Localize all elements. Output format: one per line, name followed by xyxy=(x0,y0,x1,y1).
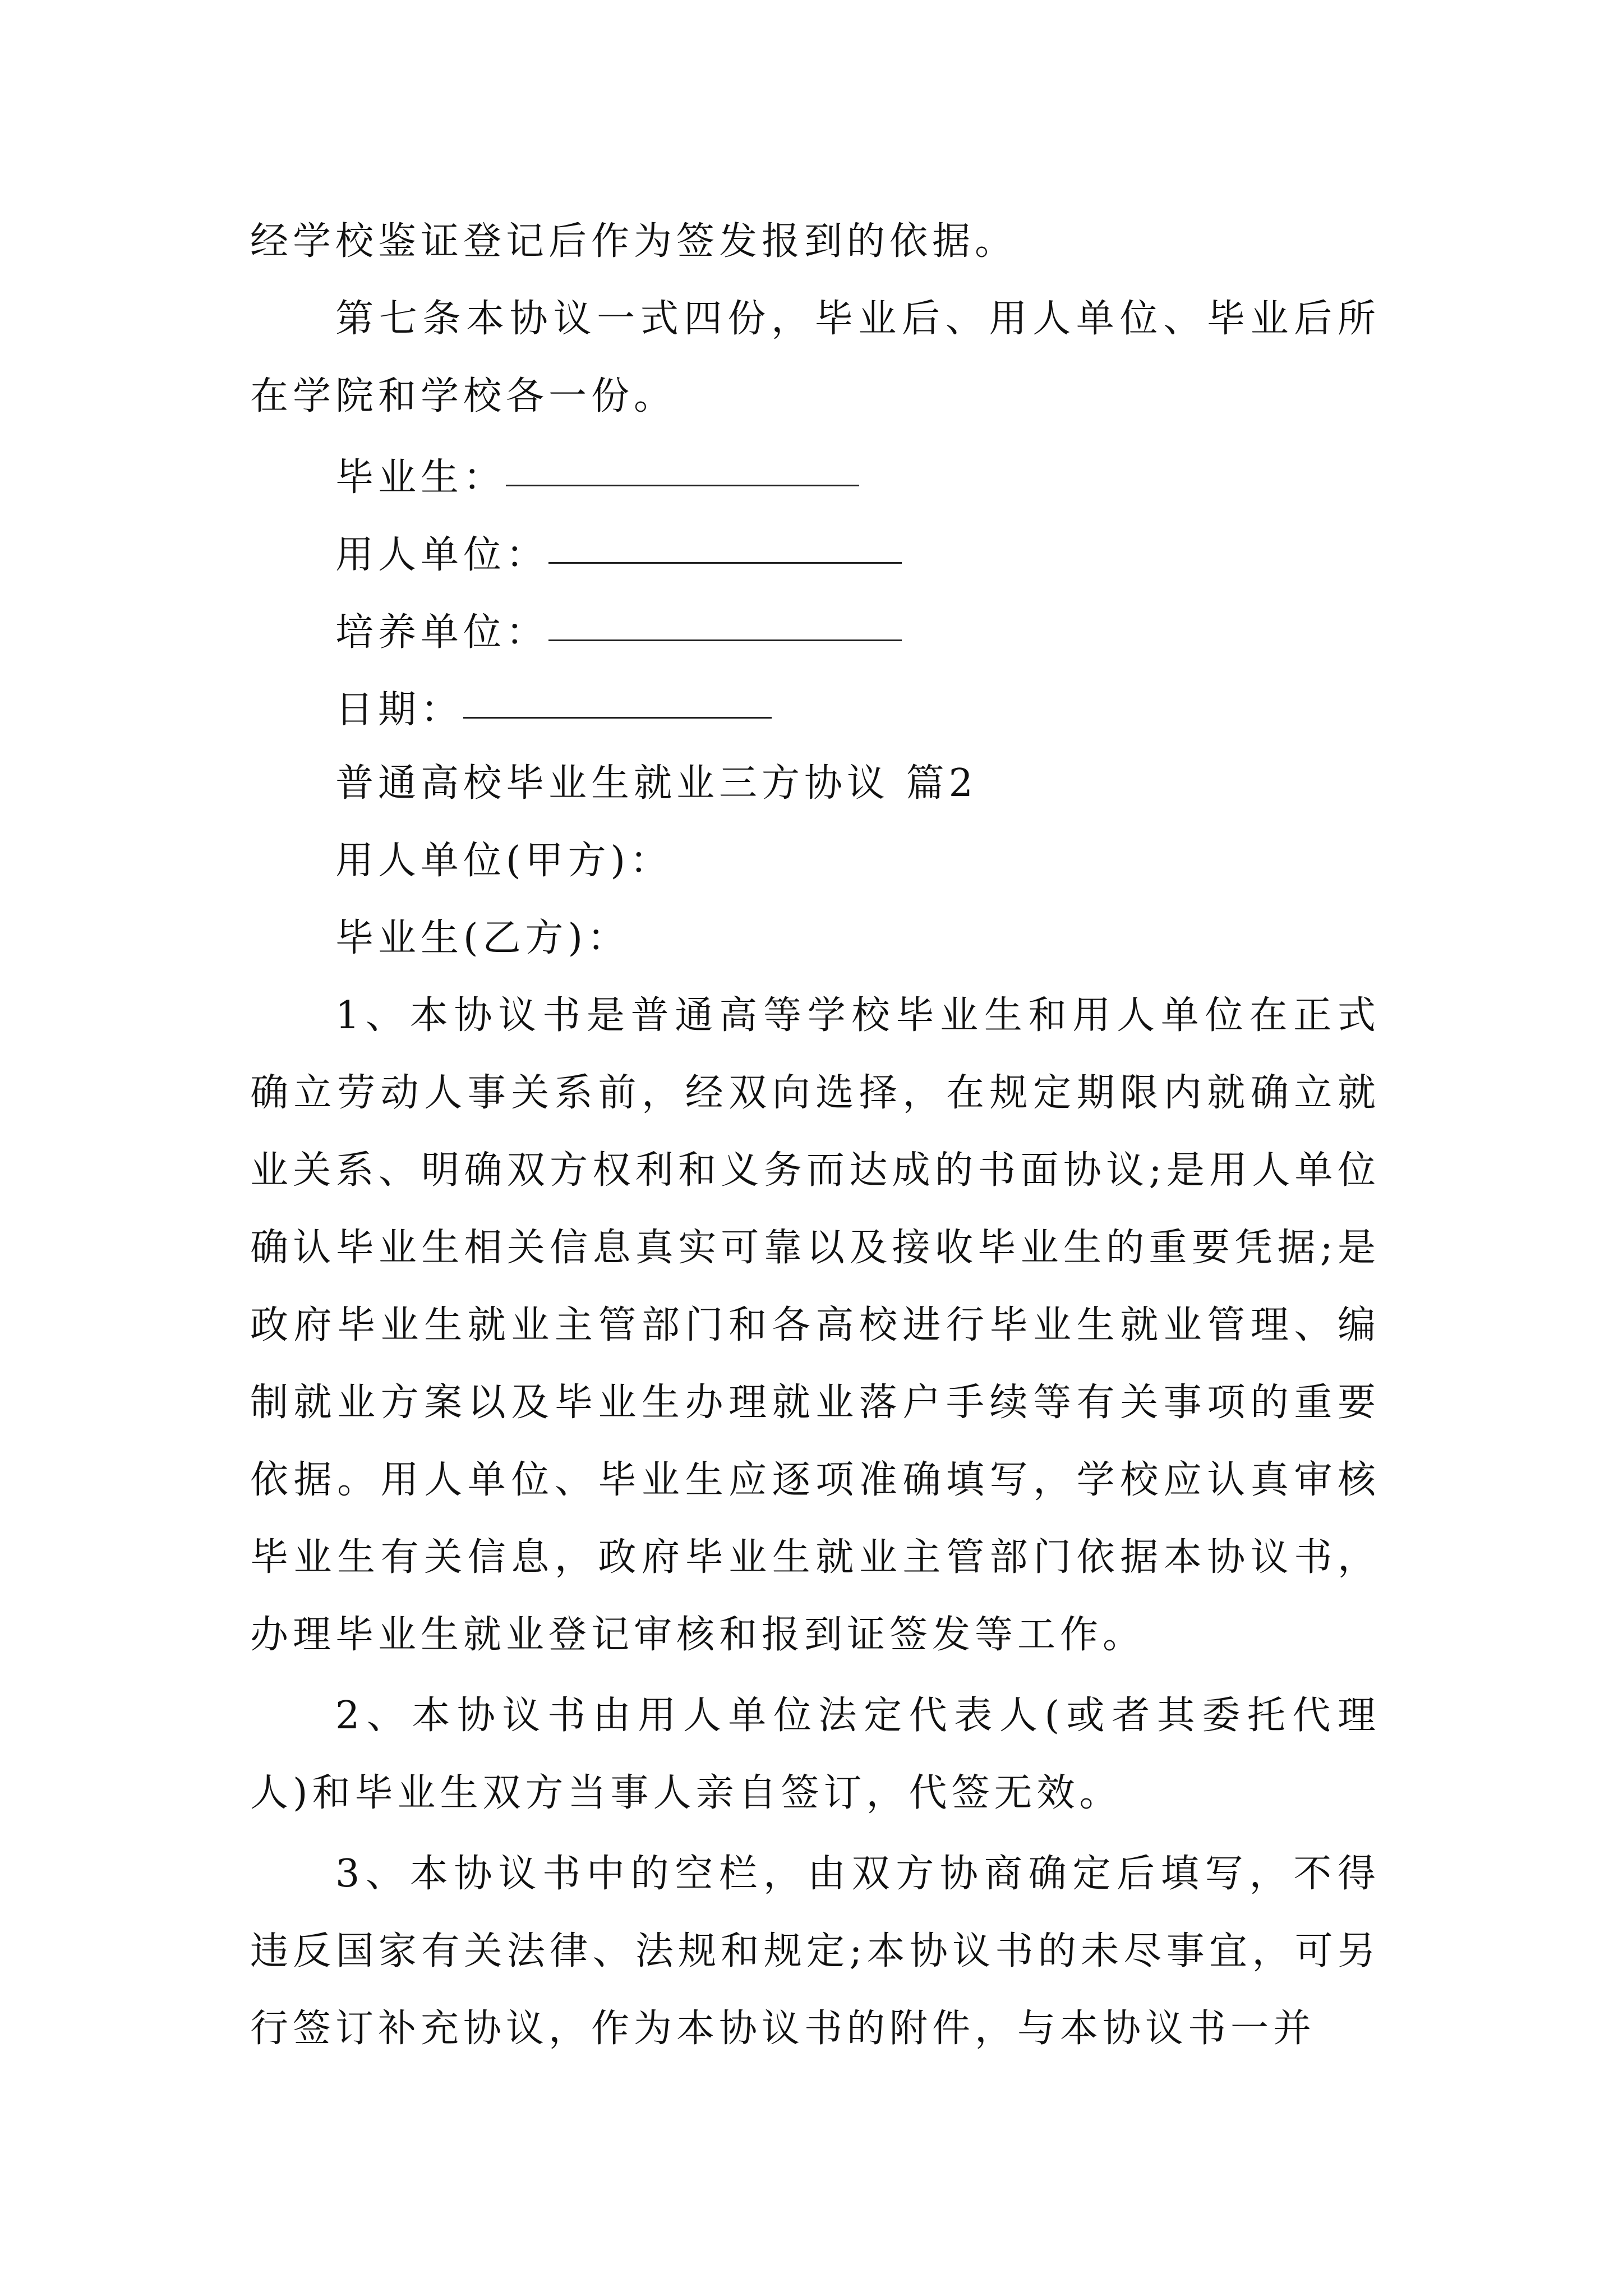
employer-signature-label: 用人单位： xyxy=(335,532,549,577)
trainer-signature-label: 培养单位： xyxy=(335,610,549,655)
employer-signature-blank xyxy=(548,562,902,564)
employer-signature-row xyxy=(250,513,1380,590)
section-2-title: 普通高校毕业生就业三方协议 篇2 xyxy=(335,761,978,806)
clause-2-paragraph: 2、本协议书由用人单位法定代表人(或者其委托代理人)和毕业生双方当事人亲自签订，代签无效。 xyxy=(250,1694,1380,1815)
clause-3-paragraph: 3、本协议书中的空栏，由双方协商确定后填写，不得违反国家有关法律、法规和规定;本协议书的未尽事宜，可另行签订补充协议，作为本协议书的附件，与本协议书一并 xyxy=(250,1852,1380,2051)
article-7-paragraph: 第七条本协议一式四份，毕业后、用人单位、毕业后所在学院和学校各一份。 xyxy=(250,297,1380,418)
trainer-signature-blank xyxy=(548,639,902,641)
clause-1-paragraph: 1、本协议书是普通高等学校毕业生和用人单位在正式确立劳动人事关系前，经双向选择，在规定期限内就确立就业关系、明确双方权利和义务而达成的书面协议;是用人单位确认毕业生相关信息真实可靠以及接收毕业生的重要凭据;是政府毕业生就业主管部门和各高校进行毕业生就业管理、编制就业方案以及毕业生办理就业落户手续等有关事项的重要依据。用人单位、毕业生应逐项准确填写，学校应认真审核毕业生有关信息，政府毕业生就业主管部门依据本协议书，办理毕业生就业登记审核和报到证签发等工作。 xyxy=(250,993,1380,1657)
graduate-signature-label: 毕业生： xyxy=(335,455,506,500)
graduate-signature-row xyxy=(250,435,1380,513)
date-label: 日期： xyxy=(335,687,464,732)
continuation-paragraph: 经学校鉴证登记后作为签发报到的依据。 xyxy=(250,219,1018,264)
date-row xyxy=(250,668,1380,745)
party-a-line: 用人单位(甲方)： xyxy=(335,839,673,883)
party-b-line: 毕业生(乙方)： xyxy=(335,916,630,960)
date-blank xyxy=(463,717,772,719)
trainer-signature-row xyxy=(250,590,1380,668)
graduate-signature-blank xyxy=(506,485,859,486)
document-body xyxy=(250,203,1380,2068)
